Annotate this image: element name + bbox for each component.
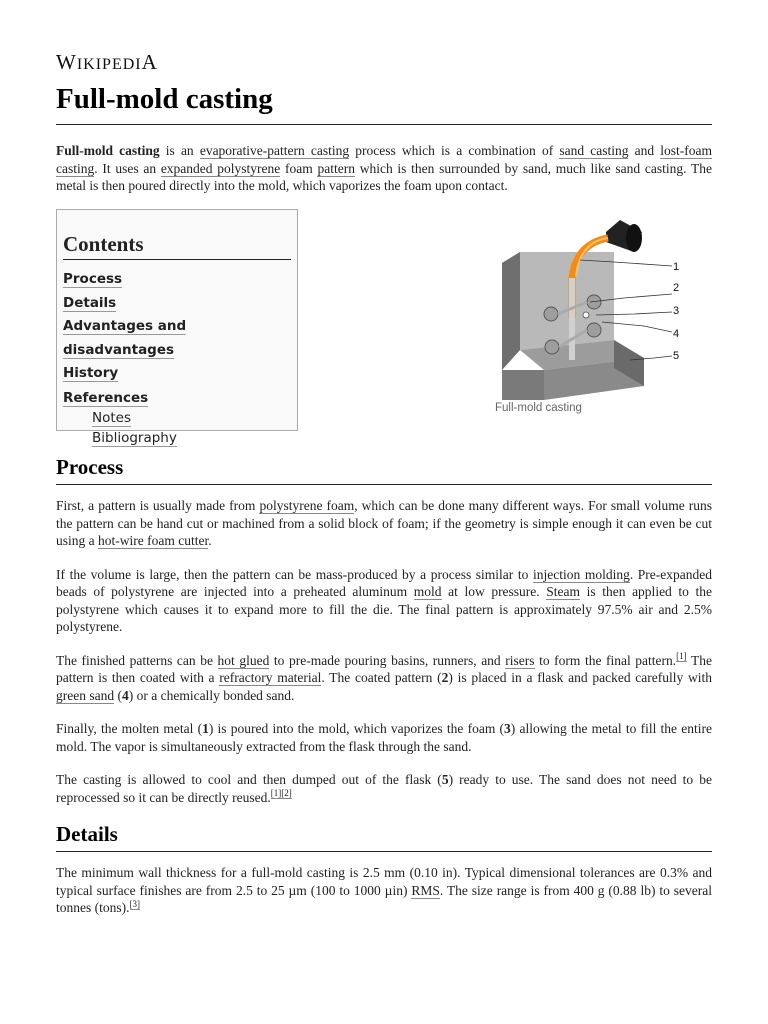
- toc-item-details[interactable]: [63, 292, 291, 316]
- text: First, a pattern is usually made from: [56, 498, 260, 513]
- process-paragraph-1: [56, 497, 712, 550]
- text: The finished patterns can be: [56, 652, 218, 668]
- text: The pattern is then coated with a: [56, 652, 712, 685]
- toc-item-label[interactable]: History: [63, 365, 119, 381]
- citation-ref[interactable]: [2]: [281, 788, 292, 798]
- bold-number: 5: [441, 772, 449, 787]
- process-paragraph-4: [56, 720, 712, 755]
- link-green-sand[interactable]: green sand: [56, 687, 115, 703]
- text: The casting is allowed to cool and then dumped out of the flask (: [56, 772, 442, 787]
- text: . Pre-expanded beads of polystyrene are injected into a preheated aluminum: [56, 566, 713, 599]
- bold-number: 3: [504, 721, 511, 736]
- page-title: Full-mold casting: [56, 84, 712, 125]
- intro-text: process which is a combination of: [349, 143, 560, 158]
- link-expanded-polystyrene[interactable]: expanded polystyrene: [160, 160, 281, 176]
- link-hot-glued[interactable]: hot glued: [217, 652, 270, 668]
- logo-letter-a: A: [141, 50, 158, 74]
- sprue: [569, 278, 575, 360]
- toc-item-label[interactable]: Process: [63, 271, 123, 287]
- toc-item-process[interactable]: [63, 268, 291, 292]
- citation-ref[interactable]: [1]: [676, 651, 687, 661]
- details-paragraph-1: [56, 864, 712, 917]
- text: ) is poured into the mold, which vaporizes the foam (: [208, 721, 505, 736]
- intro-text: is an: [159, 143, 200, 158]
- callout-label-5: 5: [673, 350, 680, 362]
- toc-item-references[interactable]: [63, 388, 291, 408]
- intro-text: . It uses an: [94, 160, 161, 176]
- flask-front-left: [502, 370, 544, 400]
- text: to form the final pattern.: [534, 652, 677, 668]
- intro-paragraph: [56, 142, 712, 195]
- text: . The size range is from 400 g (0.88 lb) to several tonnes (tons).: [56, 882, 712, 915]
- text: ) ready to use. The sand does not need to be reprocessed so it can be directly reused.: [56, 772, 712, 805]
- pattern-part: [587, 295, 601, 309]
- process-paragraph-5: [56, 771, 712, 806]
- callout-label-1: 1: [673, 261, 680, 273]
- heading-details: Details: [56, 822, 712, 852]
- section-details: [56, 864, 712, 933]
- link-polystyrene-foam[interactable]: polystyrene foam: [259, 498, 355, 513]
- toc-item-label[interactable]: References: [63, 389, 149, 406]
- link-steam[interactable]: Steam: [546, 584, 581, 599]
- intro-text: and: [628, 143, 661, 158]
- text: to pre-made pouring basins, runners, and: [269, 652, 506, 668]
- text: The minimum wall thickness for a full-mold casting is 2.5 mm (0.10 in). Typical dimensional tolerances are 0.3% and typical surface finishes are from 2.5 to 25 µm (100 to 1000 µin): [56, 865, 712, 898]
- link-injection-molding[interactable]: injection molding: [532, 566, 630, 582]
- text: Finally, the molten metal (: [56, 721, 203, 736]
- text: (: [114, 687, 122, 703]
- callout-label-2: 2: [673, 282, 680, 294]
- pattern-part: [544, 307, 558, 321]
- toc-item-history[interactable]: [63, 362, 291, 386]
- callout-label-3: 3: [673, 305, 680, 317]
- link-rms[interactable]: RMS: [411, 882, 440, 898]
- bold-number: 2: [441, 670, 449, 685]
- ladle-mouth: [626, 224, 642, 252]
- toc-subitem-label[interactable]: Notes: [92, 409, 131, 426]
- link-pattern[interactable]: pattern: [317, 160, 355, 176]
- toc-title: Contents: [63, 232, 291, 260]
- wikipedia-logo[interactable]: [56, 50, 158, 75]
- pattern-dot: [583, 312, 589, 318]
- callout-label-4: 4: [673, 328, 680, 340]
- toc-item-label[interactable]: Advantages and disadvantages: [63, 318, 187, 358]
- logo-middle: IKIPEDI: [76, 56, 142, 73]
- pattern-part: [545, 340, 559, 354]
- toc-item-label[interactable]: Details: [63, 294, 117, 311]
- link-risers[interactable]: risers: [505, 652, 535, 668]
- process-paragraph-2: [56, 566, 712, 636]
- link-refractory-material[interactable]: refractory material: [219, 670, 322, 685]
- text: ) allowing the metal to fill the entire mold. The vapor is simultaneously extracted from the flask through the sand.: [56, 721, 712, 754]
- process-paragraph-3: [56, 652, 712, 705]
- link-lost-foam-casting[interactable]: lost-foam casting: [56, 143, 712, 176]
- link-sand-casting[interactable]: sand casting: [559, 143, 629, 158]
- figure-caption: Full-mold casting: [495, 402, 582, 414]
- citation-ref[interactable]: [1]: [270, 788, 282, 798]
- bold-number: 4: [121, 687, 129, 703]
- text: at low pressure.: [441, 584, 547, 599]
- toc-item-advantages[interactable]: [63, 315, 291, 362]
- section-process: [56, 497, 712, 822]
- logo-letter-w: W: [56, 50, 77, 74]
- citation-ref[interactable]: [3]: [129, 898, 140, 909]
- text: ) is placed in a flask and packed carefully with: [448, 670, 712, 685]
- text: is then applied to the polystyrene which causes it to expand more to fill the die. The final pattern is approximately 97.5% air and 2.5% polystyrene.: [56, 584, 712, 634]
- text: . The coated pattern (: [321, 670, 442, 685]
- link-hot-wire-foam-cutter[interactable]: hot-wire foam cutter: [98, 533, 209, 548]
- text: .: [208, 533, 212, 548]
- intro-bold-term: Full-mold casting: [56, 143, 160, 158]
- intro-text: which is then surrounded by sand, much like sand casting. The metal is then poured directly into the mold, which vaporizes the foam upon contact.: [56, 160, 712, 193]
- text: , which can be done many different ways. For small volume runs the pattern can be hand cut or machined from a solid block of foam; if the geometry is simple enough it can even be cut using a: [56, 498, 712, 548]
- full-mold-casting-diagram[interactable]: [494, 218, 704, 418]
- toc-subitem-label[interactable]: Bibliography: [92, 429, 177, 446]
- text: If the volume is large, then the pattern can be mass-produced by a process similar to: [56, 566, 533, 582]
- bold-number: 1: [202, 721, 209, 736]
- link-evaporative-pattern-casting[interactable]: evaporative-pattern casting: [199, 143, 350, 158]
- toc-subitem-notes[interactable]: [63, 408, 291, 428]
- text: ) or a chemically bonded sand.: [128, 687, 295, 703]
- table-of-contents: [56, 209, 298, 446]
- link-mold[interactable]: mold: [413, 584, 442, 599]
- pattern-part: [587, 323, 601, 337]
- toc-subitem-bibliography[interactable]: [63, 428, 291, 448]
- intro-text: foam: [280, 160, 318, 176]
- flask-left-wall: [502, 252, 520, 370]
- heading-process: Process: [56, 455, 712, 485]
